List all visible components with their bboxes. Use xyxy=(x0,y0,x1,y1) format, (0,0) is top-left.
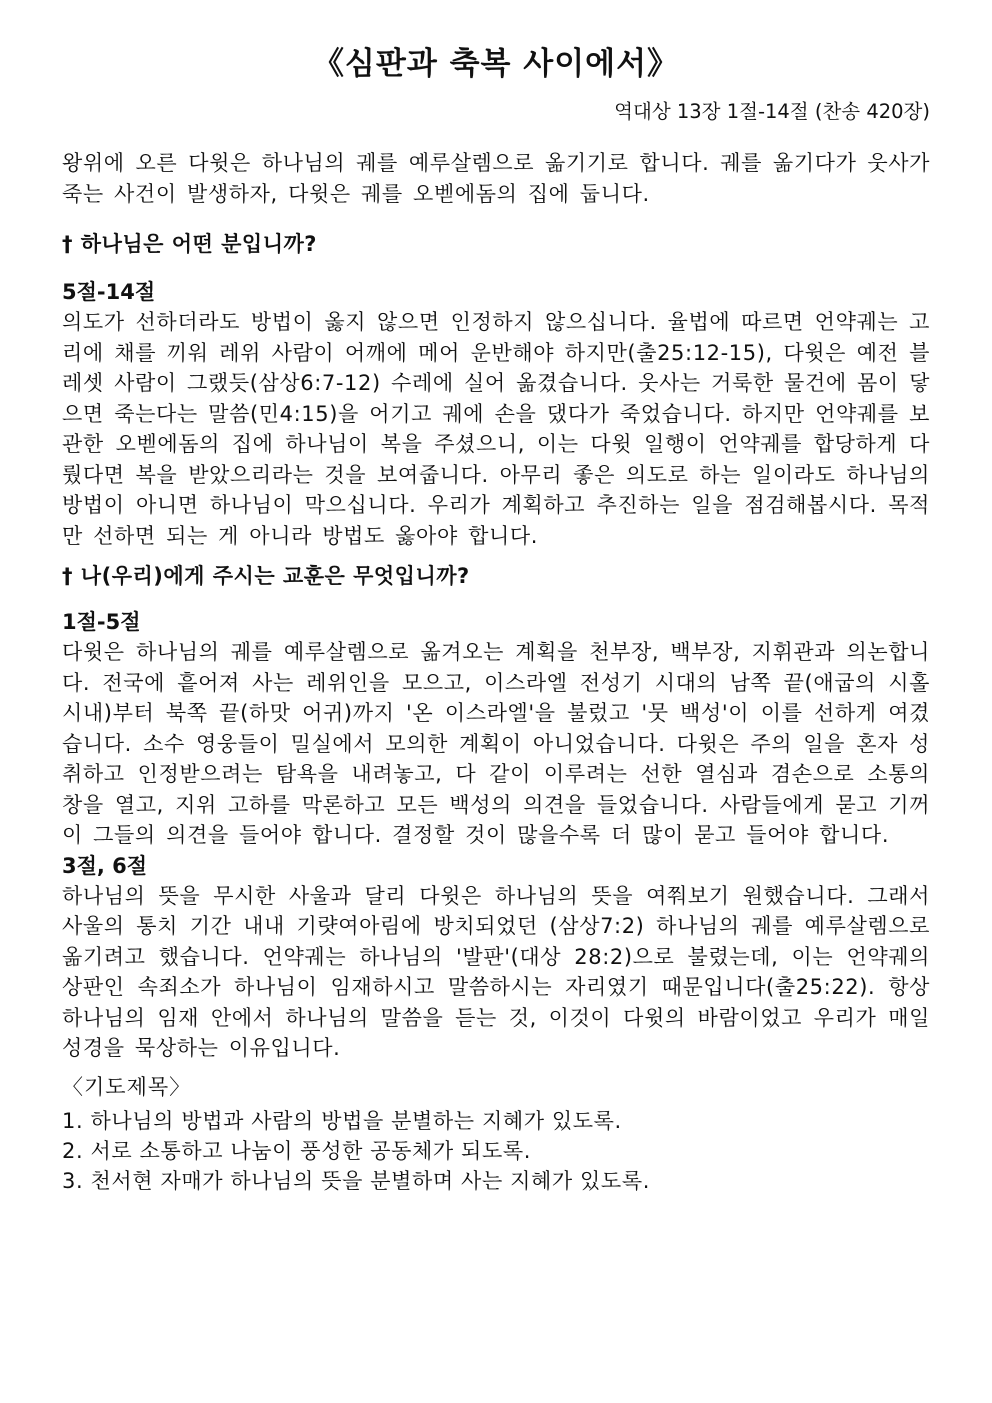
prayer-item: 3. 천서현 자매가 하나님의 뜻을 분별하며 사는 지혜가 있도록. xyxy=(62,1168,650,1193)
prayer-list xyxy=(62,1106,930,1196)
intro-paragraph: 왕위에 오른 다윗은 하나님의 궤를 예루살렘으로 옮기기로 합니다. 궤를 옮기다가 웃사가 죽는 사건이 발생하자, 다윗은 궤를 오벧에돔의 집에 둡니다. xyxy=(62,151,930,206)
lesson-paragraph-1: 다윗은 하나님의 궤를 예루살렘으로 옮겨오는 계획을 천부장, 백부장, 지휘관과 의논합니다. 전국에 흩어져 사는 레위인을 모으고, 이스라엘 전성기 시대의 남쪽 끝(애굽의 시홀 시내)부터 북쪽 끝(하맛 어귀)까지 '온 이스라엘'을 불렀고 '뭇 백성'이 이를 선하게 여겼습니다. 소수 영웅들이 밀실에서 모의한 계획이 아니었습니다. 다윗은 주의 일을 혼자 성취하고 인정받으려는 탐욕을 내려놓고, 다 같이 이루려는 선한 열심과 겸손으로 소통의 창을 열고, 지위 고하를 막론하고 모든 백성의 의견을 들었습니다. 사람들에게 묻고 기꺼이 그들의 의견을 들어야 합니다. 결정할 것이 많을수록 더 많이 묻고 들어야 합니다. xyxy=(62,640,930,847)
prayer-item: 1. 하나님의 방법과 사람의 방법을 분별하는 지혜가 있도록. xyxy=(62,1108,622,1133)
section-heading-god: † 하나님은 어떤 분입니까? xyxy=(62,232,317,256)
scripture-reference: 역대상 13장 1절-14절 (찬송 420장) xyxy=(614,100,930,123)
section-heading-lesson: † 나(우리)에게 주시는 교훈은 무엇입니까? xyxy=(62,564,470,588)
verse-heading-3-6: 3절, 6절 xyxy=(62,853,148,878)
lesson-paragraph-2: 하나님의 뜻을 무시한 사울과 달리 다윗은 하나님의 뜻을 여쭤보기 원했습니다. 그래서 사울의 통치 기간 내내 기럇여아림에 방치되었던 (삼상7:2) 하나님의 궤를 예루살렘으로 옮기려고 했습니다. 언약궤는 하나님의 '발판'(대상 28:2)으로 불렸는데, 이는 언약궤의 상판인 속죄소가 하나님이 임재하시고 말씀하시는 자리였기 때문입니다(출25:22). 항상 하나님의 임재 안에서 하나님의 말씀을 듣는 것, 이것이 다윗의 바람이었고 우리가 매일 성경을 묵상하는 이유입니다. xyxy=(62,883,930,1060)
page-title: 《심판과 축복 사이에서》 xyxy=(312,46,680,82)
prayer-item: 2. 서로 소통하고 나눔이 풍성한 공동체가 되도록. xyxy=(62,1138,531,1163)
verse-heading-1-5: 1절-5절 xyxy=(62,610,141,634)
section-paragraph-god: 의도가 선하더라도 방법이 옳지 않으면 인정하지 않으십니다. 율법에 따르면 언약궤는 고리에 채를 끼워 레위 사람이 어깨에 메어 운반해야 하지만(출25:12-15), 다윗은 예전 블레셋 사람이 그랬듯(삼상6:7-12) 수레에 실어 옮겼습니다. 웃사는 거룩한 물건에 몸이 닿으면 죽는다는 말씀(민4:15)을 어기고 궤에 손을 댔다가 죽었습니다. 하지만 언약궤를 보관한 오벧에돔의 집에 하나님이 복을 주셨으니, 이는 다윗 일행이 언약궤를 합당하게 다뤘다면 복을 받았으리라는 것을 보여줍니다. 아무리 좋은 의도로 하는 일이라도 하나님의 방법이 아니면 하나님이 막으십니다. 우리가 계획하고 추진하는 일을 점검해봅시다. 목적만 선하면 되는 게 아니라 방법도 옳아야 합니다. xyxy=(62,310,930,548)
verse-heading-5-14: 5절-14절 xyxy=(62,280,156,304)
prayer-heading: 〈기도제목〉 xyxy=(62,1074,192,1099)
bulletin-page xyxy=(62,44,930,1196)
